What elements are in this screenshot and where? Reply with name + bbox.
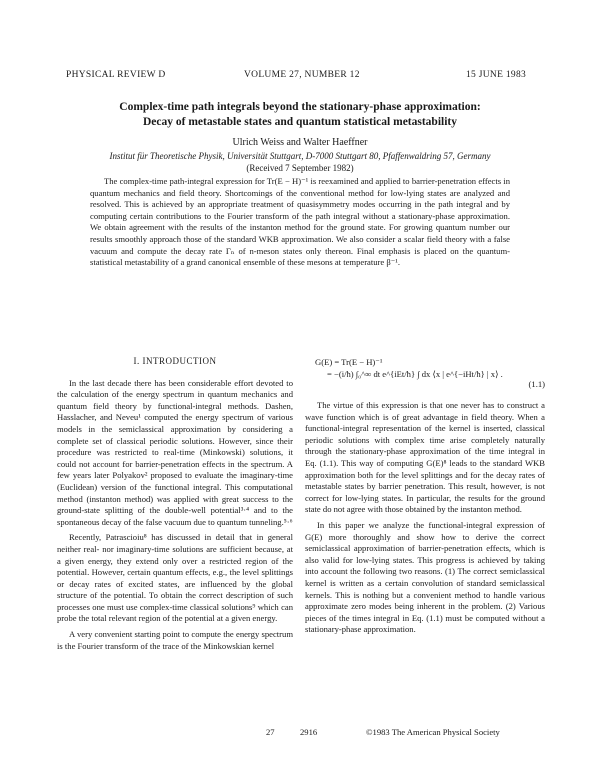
title-line-2: Decay of metastable states and quantum statistical metastability (143, 116, 457, 128)
paper-title (60, 100, 540, 130)
volume-number: VOLUME 27, NUMBER 12 (244, 70, 360, 80)
authors: Ulrich Weiss and Walter Haeffner (232, 137, 368, 148)
journal-name: PHYSICAL REVIEW D (66, 70, 166, 80)
section-title: I. INTRODUCTION (133, 356, 217, 366)
paragraph: Recently, Patrascioiu⁸ has discussed in detail that in general neither real- nor imaginary-time solutions are sufficient because, at a given energy, they extend only over a restricted region of the potential. However, certain quantum effects, e.g., the level splittings or decay rates of excited states, are influenced by the global structure of the potential. To obtain the correct description of such processes one must use complex-time classical solutions⁹ which can probe the total relevant region of the potential at a given energy. (57, 532, 293, 624)
paragraph: A very convenient starting point to compute the energy spectrum is the Fourier transform of the trace of the Minkowskian kernel (57, 629, 293, 651)
equation-number: (1.1) (528, 379, 545, 389)
footer-volume: 27 (266, 727, 275, 737)
title-line-1: Complex-time path integrals beyond the stationary-phase approximation: (119, 101, 481, 113)
left-column (57, 356, 293, 656)
right-column (305, 356, 545, 640)
affiliation: Institut für Theoretische Physik, Universität Stuttgart, D-7000 Stuttgart 80, Pfaffenwaldring 57, Germany (109, 151, 491, 161)
paragraph: In the last decade there has been considerable effort devoted to the calculation of the energy spectrum in quantum mechanics and quantum field theory by functional-integral methods. Dashen, Hasslacher, and Neveu¹ computed the energy spectrum of various models in the semiclassical approximation by considering a complete set of classical periodic solutions. However, since their procedure was restricted to real-time (Minkowski) solutions, it could not account for barrier-penetration effects in the spectrum. A few years later Polyakov² proposed to evaluate the imaginary-time (Euclidean) version of the functional integral. This computational method (instanton method) was applied with great success to the ground-state splitting of the double-well potential³·⁴ and to the spontaneous decay of the false vacuum due to quantum tunneling.⁵·⁶ (57, 377, 293, 527)
paragraph: The virtue of this expression is that one never has to construct a wave function which is of great advantage in field theory. When a functional-integral representation of the kernel is inserted, classical periodic solutions with complex time arise completely naturally through the stationary-phase approximation of the time integral in Eq. (1.1). This way of computing G(E)⁸ leads to the standard WKB approximation both for the level splittings and for the decay rates of metastable states by barrier penetration. This result, however, is not correct for low-lying states. In particular, the results for the ground state do not agree with those obtained by the instanton method. (305, 400, 545, 515)
page-number: 2916 (300, 727, 318, 737)
equation-1-1 (305, 356, 545, 389)
abstract: The complex-time path-integral expression for Tr(E − H)⁻¹ is reexamined and applied to barrier-penetration effects in quantum mechanics and field theory. Shortcomings of the conventional method for low-lying states are analyzed and resolved. This is achieved by an appropriate treatment of quasisymmetry modes occurring in the path integral and by computing certain contributions to the Fourier transform of the path integral without a stationary-phase approximation. We obtain agreement with the results of the instanton method for the ground state. For growing quantum number our results smoothly approach those of the standard WKB approximation. We also consider a scalar field theory with a false vacuum and compute the decay rate Γₙ of n-meson states only thereon. Final emphasis is placed on the quantum-statistical metastability of a grand canonical ensemble of these mesons at temperature β⁻¹. (90, 176, 510, 268)
copyright: ©1983 The American Physical Society (366, 727, 500, 737)
paragraph: In this paper we analyze the functional-integral expression of G(E) more thoroughly and show how to derive the correct semiclassical approximation of barrier-penetration effects, which is also valid for low-lying states. This progress is achieved by taking into account the following two reasons. (1) The correct semiclassical kernel is written as a certain convolution of standard semiclassical kernels. This is nothing but a convenient method to handle various approximate zero modes being inherent in the problem. (2) Various pieces of the times integral in Eq. (1.1) must be computed without a stationary-phase approximation. (305, 519, 545, 635)
received-date: (Received 7 September 1982) (246, 163, 354, 173)
equation-line: = −(i/ħ) ∫₀^∞ dt e^{iEt/ħ} ∫ dx ⟨x | e^{−iHt/ħ} | x⟩ . (327, 369, 503, 379)
equation-line: G(E) = Tr(E − H)⁻¹ (315, 357, 383, 367)
issue-date: 15 JUNE 1983 (466, 70, 527, 80)
